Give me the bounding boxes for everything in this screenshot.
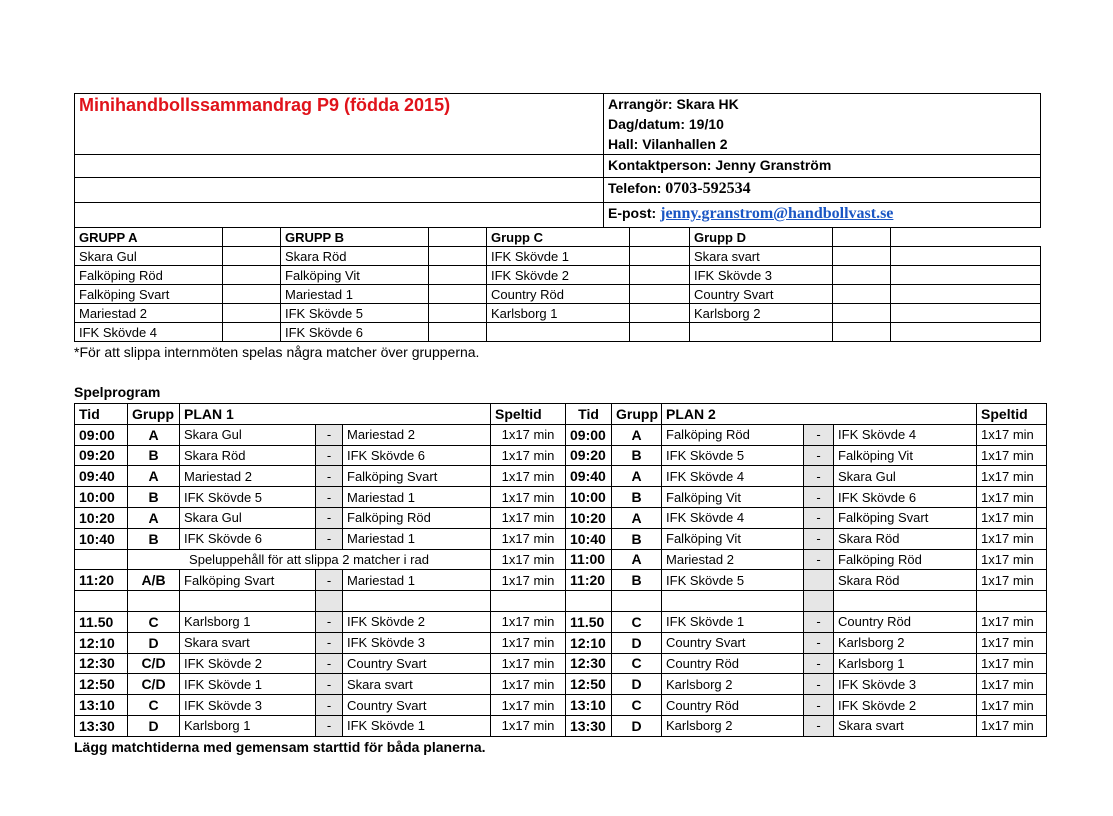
away-team: IFK Skövde 6 xyxy=(343,445,491,466)
empty-cell xyxy=(662,591,804,612)
match-duration: 1x17 min xyxy=(977,466,1047,487)
match-time: 11:20 xyxy=(75,570,128,591)
group-team: IFK Skövde 5 xyxy=(281,304,429,323)
vs-dash: - xyxy=(804,715,834,736)
home-team: Falköping Svart xyxy=(180,570,316,591)
match-group: A xyxy=(128,424,180,445)
empty-cell xyxy=(316,591,343,612)
group-spacer xyxy=(891,266,1041,285)
group-header: GRUPP B xyxy=(281,228,429,247)
header-speltid: Speltid xyxy=(977,404,1047,425)
header-plan2: PLAN 2 xyxy=(662,404,977,425)
group-header: Grupp C xyxy=(487,228,630,247)
match-duration: 1x17 min xyxy=(491,528,566,549)
match-duration: 1x17 min xyxy=(977,528,1047,549)
vs-dash: - xyxy=(316,570,343,591)
match-time: 12:10 xyxy=(566,632,612,653)
group-team: Country Svart xyxy=(690,285,833,304)
match-duration: 1x17 min xyxy=(977,424,1047,445)
match-time: 09:00 xyxy=(75,424,128,445)
match-time: 13:30 xyxy=(566,715,612,736)
schedule-row xyxy=(75,466,1047,487)
break-note: Speluppehåll för att slippa 2 matcher i rad xyxy=(128,549,491,570)
group-team: Falköping Vit xyxy=(281,266,429,285)
empty-cell xyxy=(977,591,1047,612)
group-spacer xyxy=(833,323,891,342)
header-speltid: Speltid xyxy=(491,404,566,425)
match-group: B xyxy=(612,570,662,591)
group-spacer xyxy=(891,285,1041,304)
vs-dash: - xyxy=(804,487,834,508)
vs-dash: - xyxy=(316,445,343,466)
match-duration: 1x17 min xyxy=(977,653,1047,674)
away-team: Falköping Röd xyxy=(343,507,491,528)
vs-dash: - xyxy=(804,695,834,716)
phone-number: 0703-592534 xyxy=(665,180,751,197)
away-team: Country Röd xyxy=(834,611,977,632)
home-team: IFK Skövde 5 xyxy=(662,570,804,591)
away-team: IFK Skövde 3 xyxy=(343,632,491,653)
home-team: IFK Skövde 1 xyxy=(180,674,316,695)
header-grupp: Grupp xyxy=(612,404,662,425)
group-spacer xyxy=(223,285,281,304)
away-team: IFK Skövde 2 xyxy=(343,611,491,632)
group-team: IFK Skövde 2 xyxy=(487,266,630,285)
match-group: C xyxy=(612,695,662,716)
match-duration: 1x17 min xyxy=(491,445,566,466)
away-team: Karlsborg 1 xyxy=(834,653,977,674)
match-duration: 1x17 min xyxy=(491,695,566,716)
schedule-row xyxy=(75,507,1047,528)
group-team: Falköping Svart xyxy=(75,285,223,304)
group-spacer xyxy=(429,266,487,285)
group-header: GRUPP A xyxy=(75,228,223,247)
match-time: 13:10 xyxy=(75,695,128,716)
match-duration: 1x17 min xyxy=(977,715,1047,736)
group-spacer xyxy=(223,247,281,266)
vs-dash: - xyxy=(804,528,834,549)
match-group: A xyxy=(612,424,662,445)
vs-dash: - xyxy=(804,632,834,653)
match-time: 09:20 xyxy=(75,445,128,466)
match-duration: 1x17 min xyxy=(491,507,566,528)
header-blank xyxy=(75,155,604,178)
match-group: A/B xyxy=(128,570,180,591)
footer-note: Lägg matchtiderna med gemensam starttid för båda planerna. xyxy=(74,739,486,755)
email-label: E-post: xyxy=(608,205,657,221)
away-team: Falköping Röd xyxy=(834,549,977,570)
match-group: D xyxy=(612,632,662,653)
away-team: Skara Röd xyxy=(834,528,977,549)
home-team: Country Röd xyxy=(662,653,804,674)
group-spacer xyxy=(223,304,281,323)
empty-cell xyxy=(180,591,316,612)
phone-row xyxy=(604,178,1041,203)
schedule-row xyxy=(75,611,1047,632)
group-header: Grupp D xyxy=(690,228,833,247)
schedule-row xyxy=(75,674,1047,695)
match-duration: 1x17 min xyxy=(491,466,566,487)
match-time: 13:10 xyxy=(566,695,612,716)
home-team: Skara Gul xyxy=(180,424,316,445)
away-team: Karlsborg 2 xyxy=(834,632,977,653)
match-group: C xyxy=(612,653,662,674)
header-plan1: PLAN 1 xyxy=(180,404,491,425)
group-team xyxy=(487,323,630,342)
schedule-title: Spelprogram xyxy=(74,384,161,400)
match-group: B xyxy=(128,487,180,508)
match-time: 09:00 xyxy=(566,424,612,445)
vs-dash: - xyxy=(804,653,834,674)
empty-cell xyxy=(128,591,180,612)
vs-dash: - xyxy=(316,487,343,508)
match-time: 09:20 xyxy=(566,445,612,466)
group-row xyxy=(75,266,1041,285)
group-team: Karlsborg 1 xyxy=(487,304,630,323)
match-duration: 1x17 min xyxy=(977,632,1047,653)
match-duration: 1x17 min xyxy=(491,549,566,570)
vs-dash: - xyxy=(316,674,343,695)
home-team: IFK Skövde 6 xyxy=(180,528,316,549)
vs-dash: - xyxy=(804,549,834,570)
match-group: A xyxy=(128,507,180,528)
match-group: D xyxy=(612,674,662,695)
match-time: 10:00 xyxy=(566,487,612,508)
group-spacer xyxy=(630,266,690,285)
group-row xyxy=(75,304,1041,323)
group-team: IFK Skövde 1 xyxy=(487,247,630,266)
vs-dash: - xyxy=(316,632,343,653)
match-duration: 1x17 min xyxy=(491,611,566,632)
schedule-header-row xyxy=(75,404,1047,425)
away-team: Falköping Svart xyxy=(343,466,491,487)
schedule-row xyxy=(75,549,1047,570)
match-time: 12:30 xyxy=(566,653,612,674)
home-team: IFK Skövde 4 xyxy=(662,466,804,487)
group-spacer xyxy=(223,323,281,342)
arranger: Arrangör: Skara HK xyxy=(608,96,739,112)
group-row xyxy=(75,323,1041,342)
schedule-row xyxy=(75,695,1047,716)
vs-dash: - xyxy=(316,424,343,445)
match-group: C xyxy=(128,611,180,632)
email-link[interactable]: jenny.granstrom@handbollvast.se xyxy=(660,205,894,222)
empty-cell xyxy=(491,591,566,612)
hall: Hall: Vilanhallen 2 xyxy=(608,136,728,152)
vs-dash: - xyxy=(804,674,834,695)
home-team: Karlsborg 2 xyxy=(662,715,804,736)
vs-dash: - xyxy=(804,424,834,445)
home-team: IFK Skövde 2 xyxy=(180,653,316,674)
vs-dash: - xyxy=(804,466,834,487)
vs-dash: - xyxy=(316,653,343,674)
away-team: Mariestad 1 xyxy=(343,487,491,508)
match-duration: 1x17 min xyxy=(977,507,1047,528)
group-team: Country Röd xyxy=(487,285,630,304)
group-team: Skara Gul xyxy=(75,247,223,266)
header-grupp: Grupp xyxy=(128,404,180,425)
match-time: 10:40 xyxy=(75,528,128,549)
match-group: B xyxy=(128,445,180,466)
group-spacer xyxy=(429,285,487,304)
away-team: IFK Skövde 3 xyxy=(834,674,977,695)
match-time: 10:20 xyxy=(566,507,612,528)
group-spacer xyxy=(833,304,891,323)
match-group: B xyxy=(128,528,180,549)
group-team: Mariestad 1 xyxy=(281,285,429,304)
group-spacer xyxy=(223,266,281,285)
match-time: 12:10 xyxy=(75,632,128,653)
header-blank xyxy=(75,203,604,228)
group-spacer xyxy=(429,247,487,266)
match-time: 13:30 xyxy=(75,715,128,736)
vs-dash: - xyxy=(804,445,834,466)
away-team: Falköping Svart xyxy=(834,507,977,528)
match-duration: 1x17 min xyxy=(977,695,1047,716)
schedule-row xyxy=(75,591,1047,612)
group-spacer xyxy=(833,247,891,266)
schedule-table xyxy=(74,403,1047,737)
away-team: IFK Skövde 1 xyxy=(343,715,491,736)
match-duration: 1x17 min xyxy=(491,570,566,591)
group-spacer xyxy=(630,228,690,247)
page-title: Minihandbollssammandrag P9 (födda 2015) xyxy=(75,94,604,155)
schedule-row xyxy=(75,445,1047,466)
away-team: IFK Skövde 2 xyxy=(834,695,977,716)
group-spacer xyxy=(833,228,891,247)
away-team: Country Svart xyxy=(343,653,491,674)
match-group: B xyxy=(612,487,662,508)
group-team: Skara svart xyxy=(690,247,833,266)
match-duration: 1x17 min xyxy=(977,611,1047,632)
group-team: Skara Röd xyxy=(281,247,429,266)
home-team: IFK Skövde 5 xyxy=(662,445,804,466)
vs-dash: - xyxy=(316,528,343,549)
away-team: IFK Skövde 6 xyxy=(834,487,977,508)
away-team: Skara Röd xyxy=(834,570,977,591)
schedule-row xyxy=(75,570,1047,591)
group-spacer xyxy=(429,323,487,342)
schedule-row xyxy=(75,715,1047,736)
away-team: IFK Skövde 4 xyxy=(834,424,977,445)
home-team: Karlsborg 1 xyxy=(180,611,316,632)
group-spacer xyxy=(630,247,690,266)
match-duration: 1x17 min xyxy=(491,424,566,445)
empty-cell xyxy=(834,591,977,612)
match-duration: 1x17 min xyxy=(491,632,566,653)
match-group: D xyxy=(128,715,180,736)
group-team xyxy=(690,323,833,342)
header-blank xyxy=(75,178,604,203)
schedule-row xyxy=(75,528,1047,549)
groups-table xyxy=(74,227,1041,342)
away-team: Mariestad 1 xyxy=(343,570,491,591)
away-team: Mariestad 2 xyxy=(343,424,491,445)
away-team: Skara svart xyxy=(834,715,977,736)
match-group: A xyxy=(612,507,662,528)
group-spacer xyxy=(630,285,690,304)
match-duration: 1x17 min xyxy=(491,487,566,508)
empty-cell xyxy=(343,591,491,612)
match-group: D xyxy=(128,632,180,653)
match-time: 11.50 xyxy=(75,611,128,632)
group-spacer xyxy=(223,228,281,247)
vs-dash: - xyxy=(316,695,343,716)
match-group: C xyxy=(612,611,662,632)
group-spacer xyxy=(630,323,690,342)
header-tid: Tid xyxy=(75,404,128,425)
group-spacer xyxy=(630,304,690,323)
home-team: IFK Skövde 5 xyxy=(180,487,316,508)
home-team: Country Svart xyxy=(662,632,804,653)
vs-dash: - xyxy=(316,611,343,632)
schedule-row xyxy=(75,487,1047,508)
empty-cell xyxy=(566,591,612,612)
vs-dash: - xyxy=(316,507,343,528)
match-duration: 1x17 min xyxy=(491,674,566,695)
group-header-row xyxy=(75,228,1041,247)
group-team: Mariestad 2 xyxy=(75,304,223,323)
home-team: Falköping Vit xyxy=(662,487,804,508)
match-group: B xyxy=(612,528,662,549)
home-team: IFK Skövde 4 xyxy=(662,507,804,528)
match-duration: 1x17 min xyxy=(491,653,566,674)
match-time: 09:40 xyxy=(75,466,128,487)
empty-cell xyxy=(612,591,662,612)
match-group: A xyxy=(128,466,180,487)
group-spacer xyxy=(429,304,487,323)
email-row xyxy=(604,203,1041,228)
away-team: Falköping Vit xyxy=(834,445,977,466)
match-time: 09:40 xyxy=(566,466,612,487)
group-row xyxy=(75,247,1041,266)
home-team: Skara Röd xyxy=(180,445,316,466)
group-team: Falköping Röd xyxy=(75,266,223,285)
home-team: IFK Skövde 3 xyxy=(180,695,316,716)
away-team: Mariestad 1 xyxy=(343,528,491,549)
away-team: Country Svart xyxy=(343,695,491,716)
vs-dash xyxy=(804,570,834,591)
home-team: Falköping Röd xyxy=(662,424,804,445)
event-info xyxy=(604,94,1041,155)
match-time: 12:30 xyxy=(75,653,128,674)
home-team: Mariestad 2 xyxy=(662,549,804,570)
group-team: IFK Skövde 4 xyxy=(75,323,223,342)
match-duration: 1x17 min xyxy=(977,570,1047,591)
match-duration: 1x17 min xyxy=(977,487,1047,508)
match-time: 11.50 xyxy=(566,611,612,632)
home-team: IFK Skövde 1 xyxy=(662,611,804,632)
group-row xyxy=(75,285,1041,304)
group-spacer xyxy=(891,247,1041,266)
header-table xyxy=(74,93,1041,228)
match-time: 11:00 xyxy=(566,549,612,570)
empty-cell xyxy=(75,591,128,612)
group-spacer xyxy=(429,228,487,247)
schedule-row xyxy=(75,632,1047,653)
group-spacer xyxy=(833,266,891,285)
away-team: Skara svart xyxy=(343,674,491,695)
match-group: C/D xyxy=(128,674,180,695)
home-team: Mariestad 2 xyxy=(180,466,316,487)
home-team: Skara Gul xyxy=(180,507,316,528)
match-group: C xyxy=(128,695,180,716)
match-group: C/D xyxy=(128,653,180,674)
match-time: 10:20 xyxy=(75,507,128,528)
match-group: D xyxy=(612,715,662,736)
group-note: *För att slippa internmöten spelas några matcher över grupperna. xyxy=(74,344,480,360)
home-team: Skara svart xyxy=(180,632,316,653)
match-time: 11:20 xyxy=(566,570,612,591)
match-duration: 1x17 min xyxy=(491,715,566,736)
match-group: B xyxy=(612,445,662,466)
group-team: IFK Skövde 6 xyxy=(281,323,429,342)
date: Dag/datum: 19/10 xyxy=(608,116,724,132)
vs-dash: - xyxy=(804,611,834,632)
header-tid: Tid xyxy=(566,404,612,425)
match-time: 10:40 xyxy=(566,528,612,549)
empty-cell xyxy=(75,549,128,570)
match-duration: 1x17 min xyxy=(977,674,1047,695)
match-duration: 1x17 min xyxy=(977,445,1047,466)
home-team: Karlsborg 1 xyxy=(180,715,316,736)
schedule-row xyxy=(75,424,1047,445)
phone-label: Telefon: xyxy=(608,180,662,196)
group-team: Karlsborg 2 xyxy=(690,304,833,323)
vs-dash: - xyxy=(316,466,343,487)
match-group: A xyxy=(612,549,662,570)
group-spacer xyxy=(833,285,891,304)
home-team: Karlsborg 2 xyxy=(662,674,804,695)
group-spacer xyxy=(891,304,1041,323)
home-team: Country Röd xyxy=(662,695,804,716)
home-team: Falköping Vit xyxy=(662,528,804,549)
match-time: 12:50 xyxy=(75,674,128,695)
match-time: 10:00 xyxy=(75,487,128,508)
vs-dash: - xyxy=(804,507,834,528)
vs-dash: - xyxy=(316,715,343,736)
match-duration: 1x17 min xyxy=(977,549,1047,570)
contact-person: Kontaktperson: Jenny Granström xyxy=(604,155,1041,178)
group-team: IFK Skövde 3 xyxy=(690,266,833,285)
match-time: 12:50 xyxy=(566,674,612,695)
schedule-row xyxy=(75,653,1047,674)
match-group: A xyxy=(612,466,662,487)
empty-cell xyxy=(804,591,834,612)
group-spacer xyxy=(891,323,1041,342)
away-team: Skara Gul xyxy=(834,466,977,487)
